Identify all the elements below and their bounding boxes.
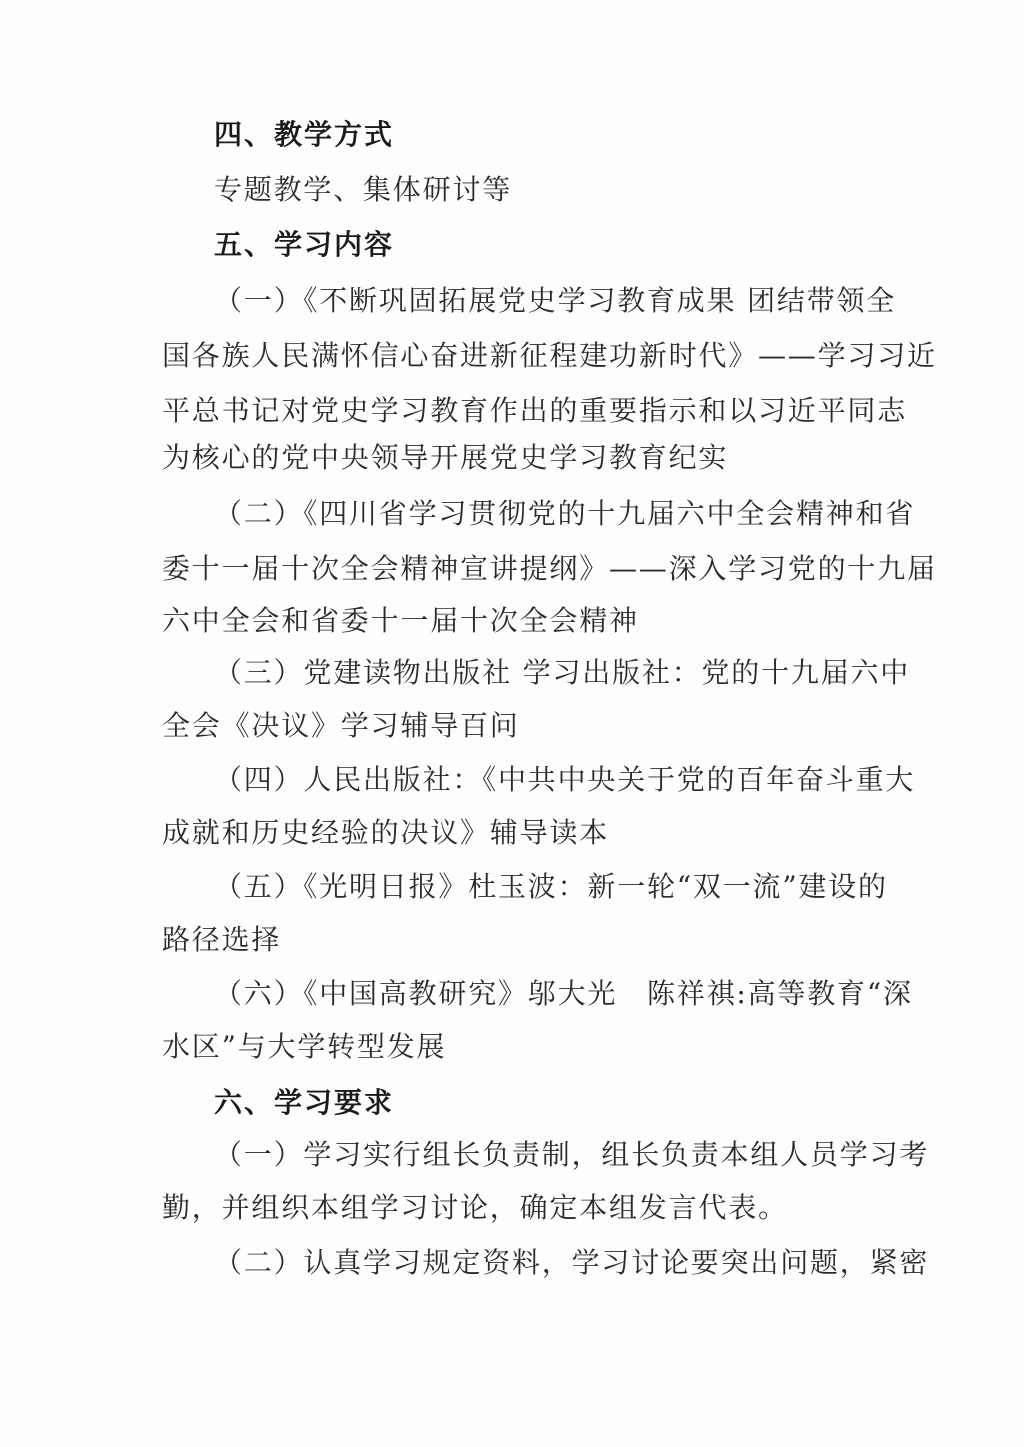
- requirement-item-2-line-1: （二）认真学习规定资料，学习讨论要突出问题，紧密: [214, 1246, 930, 1279]
- content-item-2-line-2: 委十一届十次全会精神宣讲提纲》——深入学习党的十九届: [162, 552, 937, 585]
- content-item-6-line-2: 水区”与大学转型发展: [162, 1030, 447, 1063]
- content-item-2-line-3: 六中全会和省委十一届十次全会精神: [162, 604, 639, 637]
- requirement-item-1-line-1: （一）学习实行组长负责制，组长负责本组人员学习考: [214, 1138, 930, 1171]
- section-heading-teaching-method: 四、教学方式: [214, 118, 395, 151]
- content-item-2-line-1: （二）《四川省学习贯彻党的十九届六中全会精神和省: [214, 497, 916, 530]
- content-item-1-line-4: 为核心的党中央领导开展党史学习教育纪实: [162, 441, 729, 474]
- content-item-4-line-1: （四）人民出版社：《中共中央关于党的百年奋斗重大: [214, 763, 916, 796]
- content-item-1-line-2: 国各族人民满怀信心奋进新征程建功新时代》——学习习近: [162, 339, 937, 372]
- content-item-1-line-3: 平总书记对党史学习教育作出的重要指示和以习近平同志: [162, 394, 908, 427]
- section-heading-study-content: 五、学习内容: [214, 228, 395, 261]
- content-item-3-line-1: （三）党建读物出版社 学习出版社：党的十九届六中: [214, 656, 911, 689]
- section-heading-study-requirements: 六、学习要求: [214, 1086, 395, 1119]
- content-item-4-line-2: 成就和历史经验的决议》辅导读本: [162, 816, 610, 849]
- content-item-3-line-2: 全会《决议》学习辅导百问: [162, 709, 520, 742]
- content-item-6-line-1: （六）《中国高教研究》邬大光 陈祥祺:高等教育“深: [214, 977, 913, 1010]
- content-item-5-line-2: 路径选择: [162, 923, 282, 956]
- content-item-1-line-1: （一）《不断巩固拓展党史学习教育成果 团结带领全: [214, 284, 897, 317]
- requirement-item-1-line-2: 勤，并组织本组学习讨论，确定本组发言代表。: [162, 1191, 788, 1224]
- teaching-method-text: 专题教学、集体研讨等: [214, 173, 513, 206]
- content-item-5-line-1: （五）《光明日报》杜玉波：新一轮“双一流”建设的: [214, 870, 888, 903]
